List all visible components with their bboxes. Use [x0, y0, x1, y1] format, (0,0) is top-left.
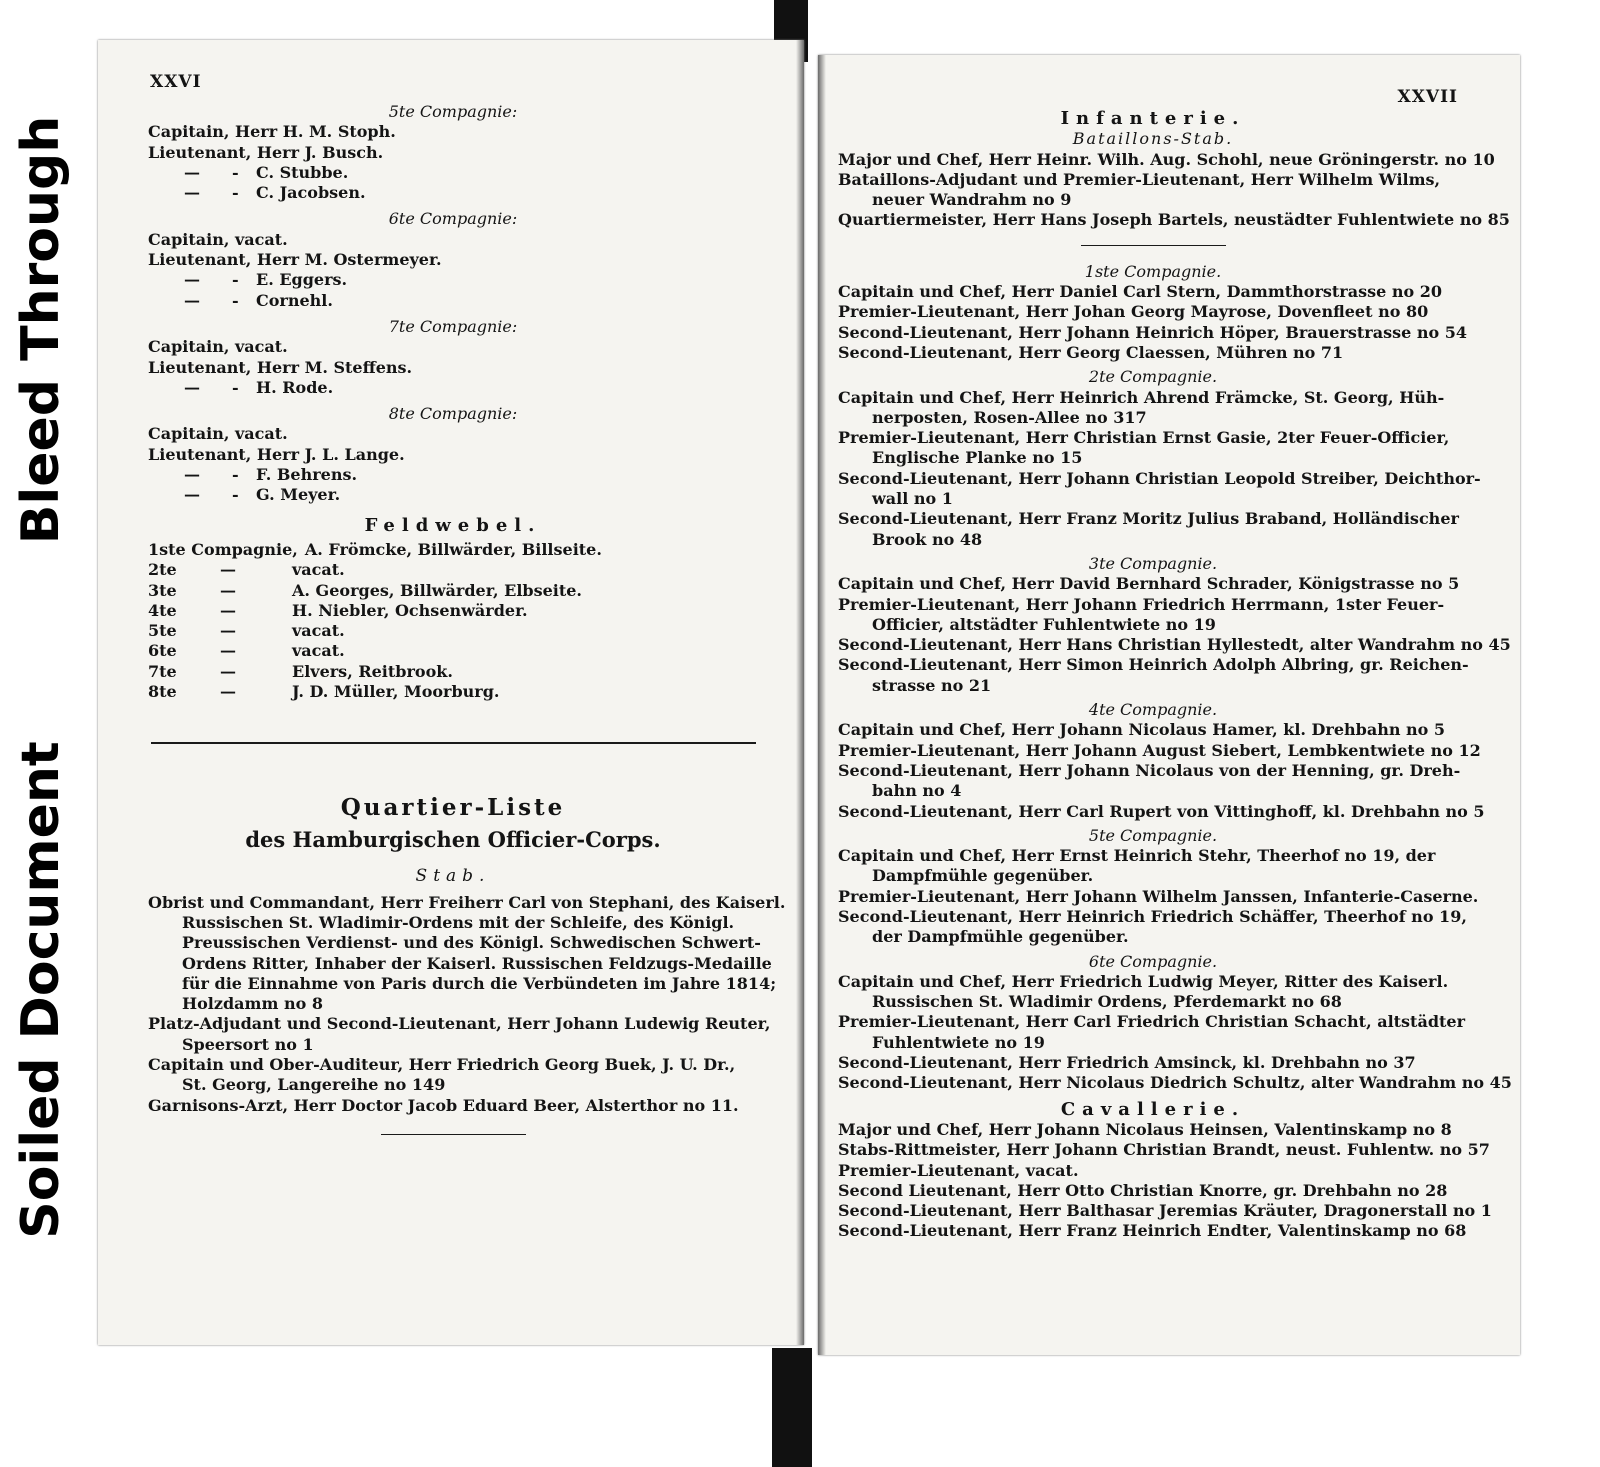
bataillons-entry — [838, 210, 1510, 230]
feldwebel-company: 1ste Compagnie, — [148, 539, 298, 559]
entry-line: Second-Lieutenant, Herr Friedrich Amsinck, kl. Drehbahn no 37 — [838, 1053, 1416, 1073]
cavallerie-entry: Premier-Lieutenant, vacat. — [838, 1160, 1079, 1180]
infanterie-heading: Infanterie. — [1060, 108, 1246, 129]
officer-row — [148, 378, 758, 398]
stab-heading: Stab. — [415, 866, 491, 887]
feldwebel-company: 8te — [148, 682, 177, 702]
company-heading: 7te Compagnie: — [388, 316, 518, 336]
entry-line: Second-Lieutenant, Herr Carl Rupert von Vittinghoff, kl. Drehbahn no 5 — [838, 801, 1485, 821]
entry-line: Capitain und Chef, Herr Heinrich Ahrend Främcke, St. Georg, Hüh- — [838, 387, 1445, 407]
feldwebel-dash: — — [220, 560, 236, 580]
entry-line: Englische Planke no 15 — [872, 448, 1083, 468]
bataillons-heading: Bataillons-Stab. — [1072, 129, 1234, 149]
officer-row — [148, 485, 758, 505]
feldwebel-dash: — — [220, 580, 236, 600]
right-companies — [838, 261, 1512, 1098]
dot-mark: - — [232, 485, 239, 505]
feldwebel-company: 3te — [148, 580, 177, 600]
entry-line: Capitain und Chef, Herr David Bernhard Schrader, Königstrasse no 5 — [838, 574, 1460, 594]
entry-line: strasse no 21 — [872, 675, 992, 695]
dash-mark: — — [184, 270, 200, 290]
entry-line: Premier-Lieutenant, Herr Johann Wilhelm Janssen, Infanterie-Caserne. — [838, 886, 1479, 906]
company-entry — [838, 1073, 1512, 1093]
left-companies — [148, 102, 758, 506]
entry-line: Second-Lieutenant, Herr Nicolaus Diedrich Schultz, alter Wandrahm no 45 — [838, 1073, 1512, 1093]
entry-line: Fuhlentwiete no 19 — [872, 1032, 1045, 1052]
entry-line: für die Einnahme von Paris durch die Verbündeten im Jahre 1814; — [182, 973, 777, 993]
stab-entry — [148, 1096, 758, 1116]
company-entry — [838, 635, 1511, 655]
officer-name: Cornehl. — [256, 290, 333, 310]
left-content — [148, 102, 786, 1135]
dot-mark: - — [232, 290, 239, 310]
quartier-title: Quartier-Liste — [340, 794, 566, 822]
cavallerie-entry: Stabs-Rittmeister, Herr Johann Christian Brandt, neust. Fuhlentw. no 57 — [838, 1140, 1490, 1160]
dot-mark: - — [232, 377, 239, 397]
feldwebel-row — [148, 540, 758, 560]
feldwebel-company: 5te — [148, 621, 177, 641]
feldwebel-name: A. Georges, Billwärder, Elbseite. — [292, 580, 582, 600]
lieutenant-line: Lieutenant, Herr M. Steffens. — [148, 357, 413, 377]
entry-line: wall no 1 — [872, 489, 953, 509]
captain-line: Capitain, Herr H. M. Stoph. — [148, 122, 396, 142]
page-number-left: XXVI — [150, 72, 202, 92]
entry-line: neuer Wandrahm no 9 — [872, 190, 1072, 210]
officer-name: F. Behrens. — [256, 465, 358, 485]
feldwebel-dash: — — [220, 661, 236, 681]
entry-line: Brook no 48 — [872, 529, 983, 549]
lieutenant-line: Lieutenant, Herr J. Busch. — [148, 142, 384, 162]
officer-row — [148, 291, 758, 311]
company-entry — [838, 282, 1468, 302]
entry-line: Premier-Lieutenant, Herr Christian Ernst Gasie, 2ter Feuer-Officier, — [838, 428, 1450, 448]
feldwebel-row — [148, 601, 758, 621]
entry-line: Capitain und Ober-Auditeur, Herr Friedrich Georg Buek, J. U. Dr., — [148, 1054, 736, 1074]
company-entry — [838, 323, 1468, 343]
entry-line: der Dampfmühle gegenüber. — [872, 927, 1129, 947]
end-rule — [381, 1134, 526, 1135]
feldwebel-name: vacat. — [292, 641, 345, 661]
officer-row — [148, 465, 758, 485]
cavallerie-entry: Major und Chef, Herr Johann Nicolaus Heinsen, Valentinskamp no 8 — [838, 1119, 1452, 1139]
entry-line: Quartiermeister, Herr Hans Joseph Bartels, neustädter Fuhlentwiete no 85 — [838, 210, 1510, 230]
feldwebel-row — [148, 621, 758, 641]
cavallerie-entry: Second Lieutenant, Herr Otto Christian Knorre, gr. Drehbahn no 28 — [838, 1180, 1448, 1200]
soiled-document-label: Soiled Document — [0, 725, 82, 1255]
feldwebel-company: 7te — [148, 661, 177, 681]
cavallerie-list — [838, 1119, 1492, 1242]
entry-line: Obrist und Commandant, Herr Freiherr Carl von Stephani, des Kaiserl. — [148, 892, 786, 912]
entry-line: Major und Chef, Herr Heinr. Wilh. Aug. Schohl, neue Gröningerstr. no 10 — [838, 149, 1495, 169]
entry-line: Second-Lieutenant, Herr Georg Claessen, Mühren no 71 — [838, 342, 1344, 362]
entry-line: nerposten, Rosen-Allee no 317 — [872, 407, 1147, 427]
right-content — [838, 108, 1512, 1242]
entry-line: Speersort no 1 — [182, 1034, 314, 1054]
cavallerie-entry: Second-Lieutenant, Herr Balthasar Jeremias Kräuter, Dragonerstall no 1 — [838, 1201, 1492, 1221]
stab-list — [148, 892, 786, 1116]
feldwebel-row — [148, 682, 758, 702]
stab-entry — [148, 892, 786, 1015]
spacer — [838, 1094, 1468, 1098]
company-heading: 2te Compagnie. — [1088, 367, 1218, 387]
cavallerie-entry: Second-Lieutenant, Herr Franz Heinrich Endter, Valentinskamp no 68 — [838, 1221, 1467, 1241]
entry-line: Premier-Lieutenant, Herr Johann Friedrich Herrmann, 1ster Feuer- — [838, 594, 1445, 614]
entry-line: Second-Lieutenant, Herr Johann Christian Leopold Streiber, Deichthor- — [838, 468, 1481, 488]
feldwebel-name: J. D. Müller, Moorburg. — [292, 682, 500, 702]
company-heading: 6te Compagnie. — [1088, 951, 1218, 971]
officer-row — [148, 270, 758, 290]
feldwebel-company: 4te — [148, 600, 177, 620]
company-entry — [838, 509, 1468, 550]
company-entry — [838, 655, 1468, 696]
company-heading: 5te Compagnie. — [1088, 825, 1218, 845]
feldwebel-dash: — — [220, 600, 236, 620]
bleed-through-label: Bleed Through — [0, 85, 82, 575]
dash-mark: — — [184, 162, 200, 182]
feldwebel-dash: — — [220, 682, 236, 702]
feldwebel-name: vacat. — [292, 560, 345, 580]
company-heading: 4te Compagnie. — [1088, 700, 1218, 720]
entry-line: Premier-Lieutenant, Herr Carl Friedrich Christian Schacht, altstädter — [838, 1012, 1465, 1032]
quartier-subtitle: des Hamburgischen Officier-Corps. — [245, 827, 661, 853]
captain-line: Capitain, vacat. — [148, 424, 288, 444]
entry-line: Ordens Ritter, Inhaber der Kaiserl. Russischen Feldzugs-Medaille — [182, 953, 772, 973]
dot-mark: - — [232, 162, 239, 182]
dot-mark: - — [232, 465, 239, 485]
feldwebel-name: Elvers, Reitbrook. — [292, 661, 453, 681]
company-entry — [838, 1012, 1468, 1053]
entry-line: Preussischen Verdienst- und des Königl. Schwedischen Schwert- — [182, 933, 761, 953]
entry-line: Russischen St. Wladimir Ordens, Pferdemarkt no 68 — [872, 992, 1342, 1012]
feldwebel-row — [148, 581, 758, 601]
entry-line: Garnisons-Arzt, Herr Doctor Jacob Eduard Beer, Alsterthor no 11. — [148, 1095, 739, 1115]
captain-line: Capitain, vacat. — [148, 229, 288, 249]
dot-mark: - — [232, 270, 239, 290]
entry-line: Premier-Lieutenant, Herr Johan Georg Mayrose, Dovenfleet no 80 — [838, 302, 1429, 322]
company-entry — [838, 1053, 1468, 1073]
company-entry — [838, 720, 1468, 740]
company-heading: 8te Compagnie: — [388, 404, 518, 424]
entry-line: Second-Lieutenant, Herr Johann Nicolaus von der Henning, gr. Dreh- — [838, 760, 1461, 780]
entry-line: Capitain und Chef, Herr Friedrich Ludwig Meyer, Ritter des Kaiserl. — [838, 971, 1449, 991]
feldwebel-name: vacat. — [292, 621, 345, 641]
officer-row — [148, 163, 758, 183]
entry-line: Premier-Lieutenant, Herr Johann August Siebert, Lembkentwiete no 12 — [838, 740, 1481, 760]
entry-line: Capitain und Chef, Herr Ernst Heinrich Stehr, Theerhof no 19, der — [838, 846, 1436, 866]
company-entry — [838, 886, 1479, 907]
captain-line: Capitain, vacat. — [148, 337, 288, 357]
entry-line: Second-Lieutenant, Herr Simon Heinrich Adolph Albring, gr. Reichen- — [838, 655, 1469, 675]
dash-mark: — — [184, 290, 200, 310]
bataillons-list — [838, 149, 1510, 231]
company-entry — [838, 972, 1468, 1013]
feldwebel-row — [148, 560, 758, 580]
company-entry — [838, 388, 1468, 429]
company-entry — [838, 574, 1468, 594]
feldwebel-row — [148, 662, 758, 682]
feldwebel-company: 6te — [148, 641, 177, 661]
entry-line: Second-Lieutenant, Herr Hans Christian Hyllestedt, alter Wandrahm no 45 — [838, 635, 1511, 655]
officer-name: H. Rode. — [256, 377, 334, 397]
feldwebel-list — [148, 540, 758, 702]
entry-line: Capitain und Chef, Herr Daniel Carl Stern, Dammthorstrasse no 20 — [838, 282, 1442, 302]
entry-line: St. Georg, Langereihe no 149 — [182, 1075, 446, 1095]
company-heading: 3te Compagnie. — [1088, 553, 1218, 573]
officer-name: E. Eggers. — [256, 270, 348, 290]
company-entry — [838, 595, 1468, 636]
bataillons-entry — [838, 149, 1495, 170]
company-entry — [838, 846, 1468, 887]
officer-name: G. Meyer. — [256, 485, 341, 505]
dash-mark: — — [184, 465, 200, 485]
spine-bottom — [772, 1348, 812, 1467]
lieutenant-line: Lieutenant, Herr J. L. Lange. — [148, 444, 405, 464]
page-number-right: XXVII — [1397, 87, 1458, 107]
feldwebel-name: A. Frömcke, Billwärder, Billseite. — [304, 539, 602, 559]
feldwebel-row — [148, 641, 758, 661]
entry-line: Second-Lieutenant, Herr Heinrich Friedrich Schäffer, Theerhof no 19, — [838, 906, 1467, 926]
entry-line: Bataillons-Adjudant und Premier-Lieutenant, Herr Wilhelm Wilms, — [838, 169, 1441, 189]
entry-line: Second-Lieutenant, Herr Franz Moritz Julius Braband, Holländischer — [838, 509, 1459, 529]
entry-line: bahn no 4 — [872, 781, 962, 801]
entry-line: Dampfmühle gegenüber. — [872, 866, 1094, 886]
dot-mark: - — [232, 183, 239, 203]
company-entry — [838, 343, 1468, 363]
left-gutter-shadow — [796, 40, 804, 1345]
entry-line: Second-Lieutenant, Herr Johann Heinrich Höper, Brauerstrasse no 54 — [838, 322, 1467, 342]
dash-mark: — — [184, 183, 200, 203]
officer-name: C. Jacobsen. — [256, 183, 366, 203]
right-gutter-shadow — [818, 55, 826, 1355]
company-entry — [838, 302, 1468, 322]
entry-line: Officier, altstädter Fuhlentwiete no 19 — [872, 614, 1216, 634]
company-entry — [838, 468, 1481, 510]
company-entry — [838, 907, 1468, 948]
stab-entry — [148, 1055, 758, 1096]
company-heading: 5te Compagnie: — [388, 102, 518, 121]
stab-entry — [148, 1014, 771, 1055]
feldwebel-dash: — — [220, 641, 236, 661]
cavallerie-heading: Cavallerie. — [1060, 1098, 1246, 1120]
entry-line: Holzdamm no 8 — [182, 994, 323, 1014]
entry-line: Russischen St. Wladimir-Ordens mit der Schleife, des Königl. — [182, 912, 735, 932]
company-entry — [838, 761, 1468, 802]
officer-row — [148, 183, 758, 203]
feldwebel-dash: — — [220, 621, 236, 641]
company-entry — [838, 428, 1468, 469]
dash-mark: — — [184, 377, 200, 397]
company-entry — [838, 801, 1485, 822]
lieutenant-line: Lieutenant, Herr M. Ostermeyer. — [148, 250, 442, 270]
entry-line: Capitain und Chef, Herr Johann Nicolaus Hamer, kl. Drehbahn no 5 — [838, 720, 1446, 740]
dash-mark: — — [184, 485, 200, 505]
left-page — [98, 40, 804, 1345]
feldwebel-heading: Feldwebel. — [364, 514, 542, 536]
feldwebel-company: 2te — [148, 560, 177, 580]
feldwebel-name: H. Niebler, Ochsenwärder. — [292, 600, 528, 620]
company-entry — [838, 740, 1481, 761]
bataillons-entry — [838, 170, 1468, 211]
company-heading: 1ste Compagnie. — [1084, 261, 1222, 281]
officer-name: C. Stubbe. — [256, 162, 349, 182]
entry-line: Platz-Adjudant und Second-Lieutenant, Herr Johann Ludewig Reuter, — [148, 1014, 771, 1034]
right-page — [818, 55, 1520, 1355]
company-heading: 6te Compagnie: — [388, 209, 518, 229]
